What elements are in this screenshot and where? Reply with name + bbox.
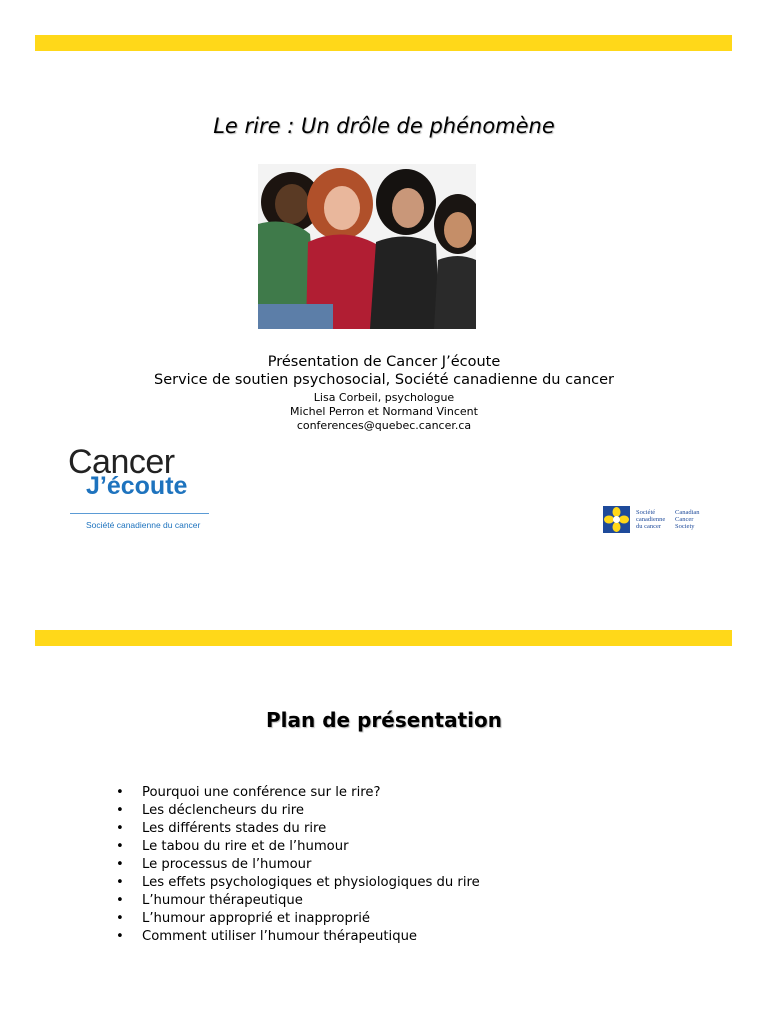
logo-fr-line-1: Société bbox=[636, 509, 656, 516]
list-item-text: Les différents stades du rire bbox=[142, 821, 327, 836]
slide-title: Le rire : Un drôle de phénomène bbox=[213, 114, 555, 138]
list-item-text: Pourquoi une conférence sur le rire? bbox=[142, 785, 381, 800]
logo-en-line-2: Cancer bbox=[675, 516, 694, 523]
logo-text-english bbox=[675, 509, 700, 530]
four-laughing-women-photo bbox=[258, 164, 476, 329]
bullet-icon: • bbox=[116, 929, 124, 944]
logo-word-cancer: Cancer bbox=[68, 443, 175, 481]
presenter-name: Lisa Corbeil, psychologue bbox=[313, 391, 455, 404]
logo-word-jecoute: J’écoute bbox=[86, 472, 188, 500]
bullet-icon: • bbox=[116, 857, 124, 872]
bullet-icon: • bbox=[116, 911, 124, 926]
bullet-icon: • bbox=[116, 839, 124, 854]
presenter-coauthors: Michel Perron et Normand Vincent bbox=[290, 405, 478, 418]
bullet-icon: • bbox=[116, 785, 124, 800]
bullet-icon: • bbox=[116, 893, 124, 908]
list-item-text: Le processus de l’humour bbox=[142, 857, 312, 872]
list-item-text: L’humour approprié et inapproprié bbox=[142, 911, 371, 926]
list-item-text: Les déclencheurs du rire bbox=[142, 803, 304, 818]
slide-title: Plan de présentation bbox=[266, 708, 502, 732]
logo-en-line-1: Canadian bbox=[675, 509, 700, 516]
presenter-line-2: Service de soutien psychosocial, Société canadienne du cancer bbox=[153, 372, 615, 388]
list-item-text: L’humour thérapeutique bbox=[142, 893, 303, 908]
logo-fr-line-2: canadienne bbox=[636, 516, 666, 523]
bullet-icon: • bbox=[116, 821, 124, 836]
canadian-cancer-society-logo bbox=[603, 506, 713, 536]
logo-text-french bbox=[636, 509, 665, 530]
cancer-jecoute-logo bbox=[68, 443, 213, 533]
list-item-text: Comment utiliser l’humour thérapeutique bbox=[142, 929, 418, 944]
yellow-header-band bbox=[35, 630, 732, 646]
logo-fr-line-3: du cancer bbox=[636, 523, 662, 530]
logo-en-line-3: Society bbox=[675, 523, 695, 530]
logo-tagline: Société canadienne du cancer bbox=[86, 520, 201, 530]
daffodil-icon bbox=[603, 506, 630, 533]
bullet-icon: • bbox=[116, 803, 124, 818]
contact-email: conferences@quebec.cancer.ca bbox=[296, 419, 472, 432]
yellow-header-band bbox=[35, 35, 732, 51]
list-item-text: Les effets psychologiques et physiologiques du rire bbox=[142, 875, 480, 890]
bullet-icon: • bbox=[116, 875, 124, 890]
logo-divider bbox=[70, 513, 209, 514]
list-item-text: Le tabou du rire et de l’humour bbox=[142, 839, 349, 854]
presenter-line-1: Présentation de Cancer J’écoute bbox=[267, 354, 501, 370]
